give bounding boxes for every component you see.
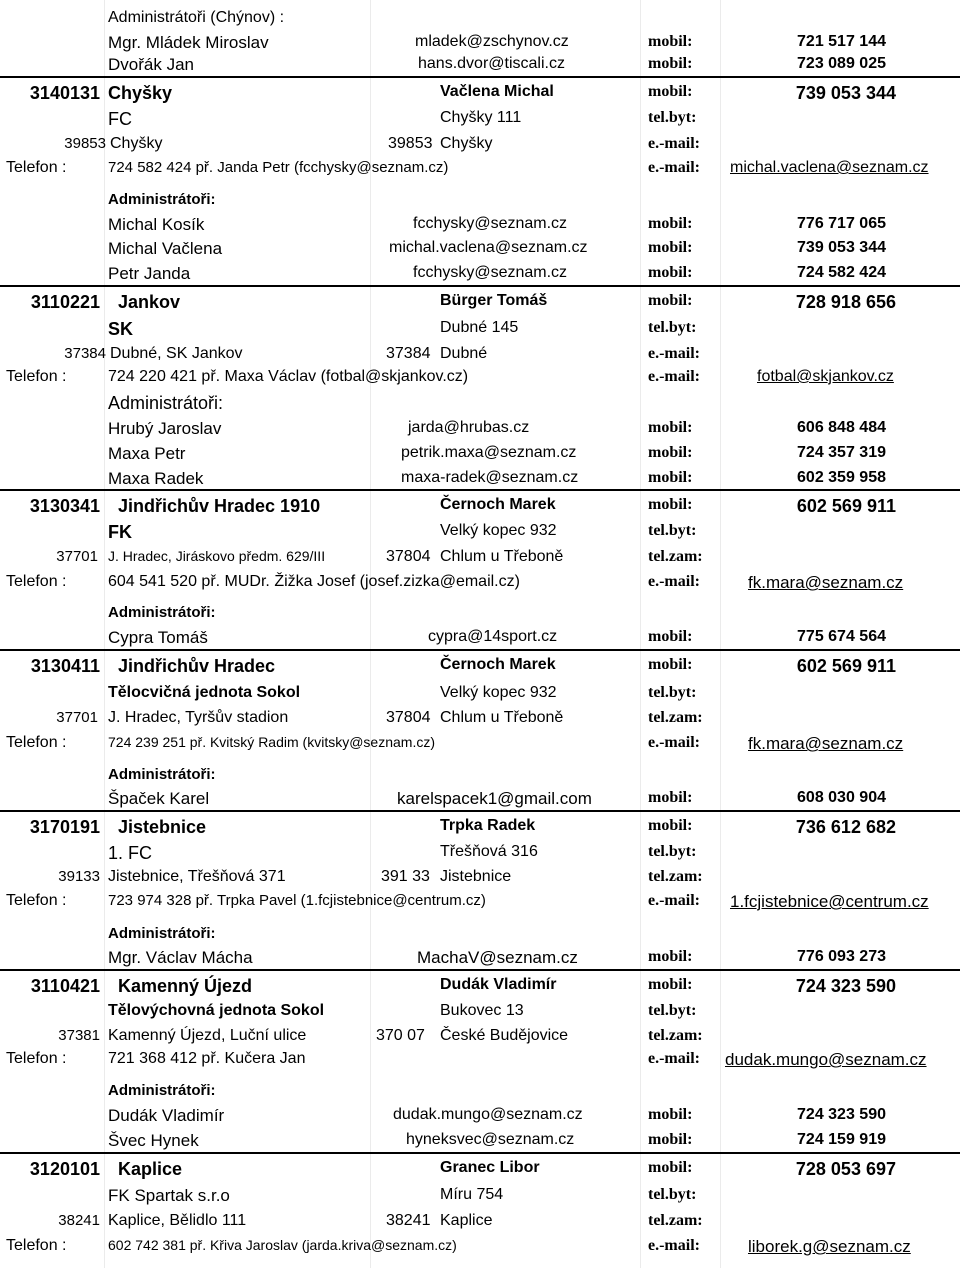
- cell-text: tel.byt:: [648, 843, 697, 860]
- cell-text: 724 323 590: [797, 1106, 886, 1123]
- cell-text: Dubné, SK Jankov: [110, 345, 243, 362]
- cell-text: Administrátoři:: [108, 604, 216, 621]
- cell-text: České Budějovice: [440, 1027, 569, 1044]
- cell-text: 37701: [56, 548, 98, 565]
- cell-text: 724 582 424 př. Janda Petr (fcchysky@seznam.cz): [108, 159, 449, 176]
- cell-text[interactable]: fk.mara@seznam.cz: [748, 573, 904, 592]
- cell-text: 37384: [386, 345, 431, 362]
- club-separator: [0, 969, 960, 971]
- cell-text: Vačlena Michal: [440, 83, 554, 100]
- cell-text: mobil:: [648, 469, 693, 486]
- column-divider: [370, 0, 371, 1268]
- cell-text: mobil:: [648, 817, 693, 834]
- cell-text[interactable]: liborek.g@seznam.cz: [748, 1237, 911, 1256]
- cell-text: 37381: [58, 1027, 100, 1044]
- cell-text: mobil:: [648, 976, 693, 993]
- cell-text: 602 569 911: [796, 656, 896, 676]
- cell-text: Dudák Vladimír: [108, 1106, 225, 1125]
- cell-text: tel.byt:: [648, 109, 697, 126]
- cell-text: Administrátoři:: [108, 393, 224, 413]
- cell-text: 602 359 958: [797, 469, 886, 486]
- cell-text[interactable]: dudak.mungo@seznam.cz: [725, 1050, 927, 1069]
- cell-text: mobil:: [648, 264, 693, 281]
- cell-text: Cypra Tomáš: [108, 628, 208, 647]
- cell-text: e.-mail:: [648, 1237, 700, 1254]
- cell-text: mobil:: [648, 419, 693, 436]
- cell-text: 606 848 484: [797, 419, 886, 436]
- cell-text: 724 220 421 př. Maxa Václav (fotbal@skjankov.cz): [108, 368, 469, 385]
- cell-text: Administrátoři:: [108, 925, 216, 942]
- cell-text: Kaplice: [118, 1159, 183, 1179]
- cell-text: 724 159 919: [797, 1131, 886, 1148]
- column-divider: [104, 0, 105, 1268]
- cell-text: fcchysky@seznam.cz: [413, 264, 568, 281]
- cell-text: 602 742 381 př. Křiva Jaroslav (jarda.kriva@seznam.cz): [108, 1237, 457, 1253]
- cell-text: Bukovec 13: [440, 1002, 524, 1019]
- cell-text: Tělocvičná jednota Sokol: [108, 684, 301, 701]
- cell-text: 736 612 682: [795, 817, 896, 837]
- cell-text: Kaplice, Bělidlo 111: [108, 1212, 247, 1229]
- cell-text: Administrátoři:: [108, 766, 216, 783]
- cell-text: Jindřichův Hradec: [118, 656, 276, 676]
- cell-text: 1. FC: [108, 843, 153, 863]
- cell-text: e.-mail:: [648, 368, 700, 385]
- cell-text: 604 541 520 př. MUDr. Žižka Josef (josef.zizka@email.cz): [108, 573, 520, 590]
- cell-text: tel.zam:: [648, 1212, 703, 1229]
- cell-text: hans.dvor@tiscali.cz: [418, 55, 565, 72]
- cell-text: 739 053 344: [795, 83, 896, 103]
- cell-text: 721 368 412 př. Kučera Jan: [108, 1050, 306, 1067]
- cell-text: tel.byt:: [648, 1186, 697, 1203]
- cell-text: 38241: [386, 1212, 431, 1229]
- cell-text: Michal Kosík: [108, 215, 205, 234]
- cell-text: 3120101: [29, 1159, 100, 1179]
- cell-text: J. Hradec, Jiráskovo předm. 629/III: [108, 548, 326, 564]
- cell-text: mobil:: [648, 292, 693, 309]
- cell-text: Chlum u Třeboně: [440, 709, 564, 726]
- cell-text: Jistebnice, Třešňová 371: [108, 868, 286, 885]
- cell-text: 37701: [56, 709, 98, 726]
- cell-text: Tělovýchovná jednota Sokol: [108, 1002, 325, 1019]
- cell-text: petrik.maxa@seznam.cz: [401, 444, 577, 461]
- cell-text: 38241: [58, 1212, 100, 1229]
- cell-text: mladek@zschynov.cz: [415, 33, 569, 50]
- cell-text: tel.byt:: [648, 684, 697, 701]
- cell-text: Maxa Petr: [108, 444, 186, 463]
- cell-text: tel.byt:: [648, 522, 697, 539]
- club-separator: [0, 285, 960, 287]
- cell-text: Telefon :: [6, 892, 67, 909]
- cell-text: Švec Hynek: [108, 1131, 199, 1150]
- cell-text: 724 323 590: [795, 976, 896, 996]
- cell-text: 3140131: [29, 83, 100, 103]
- cell-text: michal.vaclena@seznam.cz: [389, 239, 588, 256]
- cell-text: Jistebnice: [440, 868, 512, 885]
- cell-text: hyneksvec@seznam.cz: [406, 1131, 575, 1148]
- cell-text: 728 918 656: [795, 292, 896, 312]
- cell-text: 775 674 564: [797, 628, 886, 645]
- cell-text: Dvořák Jan: [108, 55, 194, 74]
- cell-text: Telefon :: [6, 1050, 67, 1067]
- cell-text: FC: [108, 109, 132, 129]
- cell-text: Chyšky: [440, 135, 493, 152]
- club-separator: [0, 489, 960, 491]
- cell-text: karelspacek1@gmail.com: [397, 789, 592, 808]
- cell-text[interactable]: fotbal@skjankov.cz: [757, 368, 894, 385]
- cell-text: tel.zam:: [648, 548, 703, 565]
- cell-text: Mgr. Mládek Miroslav: [108, 33, 269, 52]
- cell-text: 724 239 251 př. Kvitský Radim (kvitsky@seznam.cz): [108, 734, 435, 750]
- cell-text: e.-mail:: [648, 892, 700, 909]
- cell-text: dudak.mungo@seznam.cz: [393, 1106, 583, 1123]
- cell-text: maxa-radek@seznam.cz: [401, 469, 579, 486]
- cell-text: fcchysky@seznam.cz: [413, 215, 568, 232]
- cell-text: Chlum u Třeboně: [440, 548, 564, 565]
- cell-text: Chyšky 111: [440, 109, 522, 126]
- cell-text: Administrátoři (Chýnov) :: [108, 9, 285, 26]
- cell-text: e.-mail:: [648, 1050, 700, 1067]
- cell-text: SK: [108, 319, 134, 339]
- club-separator: [0, 1152, 960, 1154]
- cell-text: mobil:: [648, 1159, 693, 1176]
- cell-text: e.-mail:: [648, 159, 700, 176]
- cell-text: 37804: [386, 709, 431, 726]
- cell-text: 739 053 344: [797, 239, 886, 256]
- cell-text: mobil:: [648, 948, 693, 965]
- cell-text: mobil:: [648, 1131, 693, 1148]
- cell-text: 608 030 904: [797, 789, 886, 806]
- cell-text: 39853: [64, 135, 106, 152]
- cell-text: FK Spartak s.r.o: [108, 1186, 230, 1205]
- cell-text: 723 974 328 př. Trpka Pavel (1.fcjistebnice@centrum.cz): [108, 892, 486, 909]
- cell-text: Mgr. Václav Mácha: [108, 948, 253, 967]
- cell-text: 39853: [388, 135, 433, 152]
- cell-text: mobil:: [648, 1106, 693, 1123]
- cell-text: Jankov: [118, 292, 181, 312]
- cell-text: 776 093 273: [797, 948, 886, 965]
- cell-text: mobil:: [648, 33, 693, 50]
- cell-text: tel.byt:: [648, 319, 697, 336]
- cell-text: Jindřichův Hradec 1910: [118, 496, 321, 516]
- cell-text: MachaV@seznam.cz: [417, 948, 578, 967]
- cell-text: Chyšky: [110, 135, 163, 152]
- cell-text: Telefon :: [6, 1237, 67, 1254]
- cell-text: Kaplice: [440, 1212, 493, 1229]
- cell-text: Chyšky: [108, 83, 173, 103]
- cell-text: 3170191: [29, 817, 100, 837]
- cell-text: Telefon :: [6, 734, 67, 751]
- cell-text: Kamenný Újezd, Luční ulice: [108, 1027, 307, 1044]
- cell-text: mobil:: [648, 239, 693, 256]
- cell-text: cypra@14sport.cz: [428, 628, 558, 645]
- cell-text: e.-mail:: [648, 345, 700, 362]
- cell-text: J. Hradec, Tyršův stadion: [108, 709, 289, 726]
- cell-text: 3130341: [29, 496, 100, 516]
- cell-text: 391 33: [381, 868, 430, 885]
- cell-text: 776 717 065: [797, 215, 886, 232]
- cell-text: Třešňová 316: [440, 843, 538, 860]
- cell-text[interactable]: 1.fcjistebnice@centrum.cz: [730, 892, 929, 911]
- cell-text: Michal Vačlena: [108, 239, 223, 258]
- cell-text: 3130411: [30, 656, 100, 676]
- cell-text[interactable]: michal.vaclena@seznam.cz: [730, 159, 929, 176]
- cell-text: mobil:: [648, 628, 693, 645]
- cell-text: Trpka Radek: [440, 817, 536, 834]
- cell-text: Kamenný Újezd: [118, 976, 253, 996]
- cell-text: jarda@hrubas.cz: [408, 419, 530, 436]
- club-separator: [0, 810, 960, 812]
- cell-text: Granec Libor: [440, 1159, 540, 1176]
- cell-text: Míru 754: [440, 1186, 504, 1203]
- cell-text: tel.zam:: [648, 1027, 703, 1044]
- cell-text: mobil:: [648, 789, 693, 806]
- cell-text: Dudák Vladimír: [440, 976, 557, 993]
- cell-text: Hrubý Jaroslav: [108, 419, 222, 438]
- cell-text: mobil:: [648, 215, 693, 232]
- club-separator: [0, 76, 960, 78]
- cell-text: 37804: [386, 548, 431, 565]
- cell-text: 370 07: [376, 1027, 425, 1044]
- cell-text: e.-mail:: [648, 734, 700, 751]
- cell-text: mobil:: [648, 496, 693, 513]
- cell-text: e.-mail:: [648, 573, 700, 590]
- cell-text: 728 053 697: [795, 1159, 896, 1179]
- cell-text: mobil:: [648, 83, 693, 100]
- cell-text: tel.zam:: [648, 868, 703, 885]
- cell-text: Bürger Tomáš: [440, 292, 548, 309]
- cell-text: 39133: [58, 868, 100, 885]
- cell-text: Telefon :: [6, 159, 67, 176]
- cell-text: Velký kopec 932: [440, 522, 557, 539]
- cell-text: 721 517 144: [797, 33, 886, 50]
- cell-text: 37384: [64, 345, 106, 362]
- cell-text: Černoch Marek: [440, 656, 556, 673]
- cell-text: Černoch Marek: [440, 496, 556, 513]
- cell-text: mobil:: [648, 656, 693, 673]
- cell-text[interactable]: fk.mara@seznam.cz: [748, 734, 904, 753]
- cell-text: 723 089 025: [797, 55, 886, 72]
- cell-text: Špaček Karel: [108, 789, 210, 808]
- cell-text: mobil:: [648, 444, 693, 461]
- cell-text: Telefon :: [6, 368, 67, 385]
- cell-text: Velký kopec 932: [440, 684, 557, 701]
- column-divider: [720, 0, 721, 1268]
- cell-text: Telefon :: [6, 573, 67, 590]
- cell-text: 724 357 319: [797, 444, 886, 461]
- cell-text: Administrátoři:: [108, 1082, 216, 1099]
- cell-text: Dubné 145: [440, 319, 519, 336]
- cell-text: FK: [108, 522, 132, 542]
- cell-text: 3110421: [30, 976, 100, 996]
- cell-text: Maxa Radek: [108, 469, 204, 488]
- cell-text: 602 569 911: [796, 496, 896, 516]
- cell-text: 3110221: [30, 292, 100, 312]
- cell-text: Dubné: [440, 345, 488, 362]
- cell-text: Petr Janda: [108, 264, 191, 283]
- cell-text: Administrátoři:: [108, 191, 216, 208]
- cell-text: e.-mail:: [648, 135, 700, 152]
- club-separator: [0, 649, 960, 651]
- cell-text: 724 582 424: [797, 264, 886, 281]
- cell-text: tel.zam:: [648, 709, 703, 726]
- column-divider: [640, 0, 641, 1268]
- cell-text: Jistebnice: [118, 817, 207, 837]
- cell-text: mobil:: [648, 55, 693, 72]
- cell-text: tel.byt:: [648, 1002, 697, 1019]
